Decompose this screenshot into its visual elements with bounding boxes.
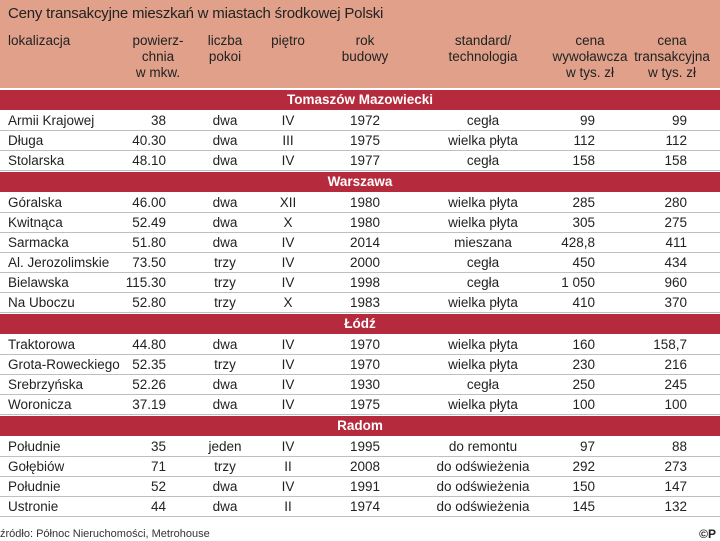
cell-transaction-price: 88 <box>671 439 687 454</box>
cell-year: 1970 <box>349 337 381 352</box>
cell-asking-price: 150 <box>572 479 595 494</box>
cell-floor: IV <box>281 479 295 494</box>
cell-floor: IV <box>281 337 295 352</box>
source-note: źródło: Północ Nieruchomości, Metrohouse <box>0 528 210 540</box>
cell-standard: cegła <box>466 113 500 128</box>
cell-year: 2000 <box>349 255 381 270</box>
cell-rooms: dwa <box>212 337 238 352</box>
cell-asking-price: 292 <box>572 459 595 474</box>
cell-floor: IV <box>281 255 295 270</box>
cell-location: Armii Krajowej <box>8 113 95 128</box>
table-row <box>0 131 720 151</box>
cell-location: Srebrzyńska <box>8 377 84 392</box>
section-header: Łódź <box>0 314 720 334</box>
cell-transaction-price: 273 <box>664 459 687 474</box>
column-header-year: rok budowy <box>341 33 389 64</box>
cell-asking-price: 145 <box>572 499 595 514</box>
cell-location: Bielawska <box>8 275 69 290</box>
cell-area: 73.50 <box>132 255 166 270</box>
cell-floor: II <box>284 459 292 474</box>
cell-transaction-price: 411 <box>665 235 687 250</box>
footer <box>0 527 720 541</box>
cell-transaction-price: 275 <box>664 215 687 230</box>
cell-year: 1977 <box>349 153 381 168</box>
cell-standard: wielka płyta <box>448 357 518 372</box>
table-row <box>0 293 720 313</box>
table-row <box>0 233 720 253</box>
cell-location: Al. Jerozolimskie <box>8 255 110 270</box>
table-row <box>0 457 720 477</box>
cell-floor: IV <box>281 439 295 454</box>
table-row <box>0 355 720 375</box>
cell-standard: mieszana <box>454 235 512 250</box>
cell-asking-price: 1 050 <box>561 275 595 290</box>
cell-asking-price: 158 <box>572 153 595 168</box>
cell-area: 44.80 <box>132 337 166 352</box>
cell-asking-price: 410 <box>572 295 595 310</box>
cell-area: 52.35 <box>132 357 166 372</box>
cell-rooms: dwa <box>212 499 238 514</box>
cell-rooms: trzy <box>214 295 236 310</box>
cell-transaction-price: 147 <box>664 479 687 494</box>
cell-location: Grota-Roweckiego <box>8 357 120 372</box>
cell-location: Sarmacka <box>8 235 69 250</box>
cell-location: Góralska <box>8 195 63 210</box>
cell-floor: XII <box>279 195 297 210</box>
cell-floor: IV <box>281 235 295 250</box>
page-title: Ceny transakcyjne mieszkań w miastach środkowej Polski <box>8 5 384 22</box>
table-row <box>0 335 720 355</box>
cell-rooms: dwa <box>212 479 238 494</box>
cell-floor: IV <box>281 357 295 372</box>
cell-rooms: trzy <box>214 275 236 290</box>
cell-area: 35 <box>150 439 166 454</box>
cell-floor: IV <box>281 397 295 412</box>
table-row <box>0 253 720 273</box>
cell-transaction-price: 216 <box>664 357 687 372</box>
cell-area: 40.30 <box>132 133 166 148</box>
cell-location: Długa <box>8 133 44 148</box>
cell-year: 1995 <box>349 439 381 454</box>
cell-standard: wielka płyta <box>448 397 518 412</box>
cell-asking-price: 305 <box>572 215 595 230</box>
column-header-asking-price: cena wywoławcza w tys. zł <box>552 33 628 80</box>
section-header: Radom <box>0 416 720 436</box>
cell-rooms: trzy <box>214 255 236 270</box>
cell-year: 2008 <box>349 459 381 474</box>
cell-year: 1980 <box>349 195 381 210</box>
cell-standard: wielka płyta <box>448 133 518 148</box>
cell-area: 52.49 <box>132 215 166 230</box>
cell-floor: IV <box>281 113 295 128</box>
cell-year: 2014 <box>349 235 381 250</box>
cell-standard: wielka płyta <box>448 295 518 310</box>
cell-location: Woronicza <box>8 397 72 412</box>
cell-area: 37.19 <box>132 397 166 412</box>
cell-asking-price: 99 <box>579 113 595 128</box>
cell-area: 46.00 <box>132 195 166 210</box>
cell-area: 52.26 <box>132 377 166 392</box>
publisher-logo: ©P <box>699 527 716 541</box>
cell-area: 71 <box>150 459 166 474</box>
cell-standard: wielka płyta <box>448 215 518 230</box>
cell-location: Kwitnąca <box>8 215 63 230</box>
column-header-location: lokalizacja <box>8 33 71 48</box>
cell-rooms: dwa <box>212 113 238 128</box>
cell-rooms: dwa <box>212 133 238 148</box>
cell-transaction-price: 112 <box>665 133 687 148</box>
cell-transaction-price: 280 <box>664 195 687 210</box>
cell-standard: wielka płyta <box>448 337 518 352</box>
cell-floor: IV <box>281 377 295 392</box>
table-row <box>0 375 720 395</box>
cell-location: Południe <box>8 479 61 494</box>
cell-asking-price: 112 <box>573 133 595 148</box>
column-header-transaction-price: cena transakcyjna w tys. zł <box>634 33 710 80</box>
cell-year: 1991 <box>349 479 381 494</box>
cell-asking-price: 97 <box>579 439 595 454</box>
cell-asking-price: 230 <box>572 357 595 372</box>
section-header: Warszawa <box>0 172 720 192</box>
cell-floor: IV <box>281 275 295 290</box>
cell-standard: do odświeżenia <box>436 459 530 474</box>
table-row <box>0 151 720 171</box>
cell-transaction-price: 245 <box>664 377 687 392</box>
column-header-rooms: liczba pokoi <box>207 33 243 64</box>
cell-asking-price: 160 <box>572 337 595 352</box>
cell-location: Południe <box>8 439 61 454</box>
table-row <box>0 395 720 415</box>
cell-transaction-price: 158,7 <box>653 337 687 352</box>
column-header-area: powierz- chnia w mkw. <box>132 33 184 80</box>
table-row <box>0 477 720 497</box>
cell-area: 44 <box>150 499 166 514</box>
cell-year: 1983 <box>349 295 381 310</box>
cell-area: 38 <box>150 113 166 128</box>
cell-rooms: dwa <box>212 215 238 230</box>
table-row <box>0 193 720 213</box>
cell-area: 52 <box>150 479 166 494</box>
cell-asking-price: 100 <box>572 397 595 412</box>
cell-location: Stolarska <box>8 153 65 168</box>
cell-floor: II <box>284 499 292 514</box>
cell-year: 1970 <box>349 357 381 372</box>
cell-transaction-price: 99 <box>671 113 687 128</box>
cell-location: Na Uboczu <box>8 295 75 310</box>
cell-rooms: dwa <box>212 377 238 392</box>
table-row <box>0 213 720 233</box>
cell-asking-price: 428,8 <box>561 235 595 250</box>
cell-standard: cegła <box>466 153 500 168</box>
cell-area: 51.80 <box>132 235 166 250</box>
table-row <box>0 437 720 457</box>
cell-year: 1930 <box>349 377 381 392</box>
cell-year: 1975 <box>349 133 381 148</box>
cell-location: Ustronie <box>8 499 59 514</box>
table-row <box>0 111 720 131</box>
column-header-standard: standard/ technologia <box>448 33 518 64</box>
cell-standard: do odświeżenia <box>436 479 530 494</box>
cell-transaction-price: 158 <box>664 153 687 168</box>
cell-rooms: dwa <box>212 195 238 210</box>
section-header: Tomaszów Mazowiecki <box>0 90 720 110</box>
cell-standard: do remontu <box>448 439 518 454</box>
cell-standard: do odświeżenia <box>436 499 530 514</box>
cell-transaction-price: 434 <box>664 255 687 270</box>
cell-asking-price: 285 <box>572 195 595 210</box>
cell-area: 52.80 <box>132 295 166 310</box>
cell-standard: wielka płyta <box>448 195 518 210</box>
cell-standard: cegła <box>466 275 500 290</box>
cell-transaction-price: 960 <box>664 275 687 290</box>
cell-floor: X <box>283 215 293 230</box>
cell-area: 115.30 <box>125 275 166 290</box>
cell-transaction-price: 100 <box>664 397 687 412</box>
cell-asking-price: 450 <box>572 255 595 270</box>
cell-area: 48.10 <box>132 153 166 168</box>
cell-asking-price: 250 <box>572 377 595 392</box>
cell-rooms: dwa <box>212 153 238 168</box>
cell-year: 1975 <box>349 397 381 412</box>
cell-rooms: dwa <box>212 397 238 412</box>
cell-year: 1974 <box>349 499 381 514</box>
cell-rooms: jeden <box>208 439 242 454</box>
cell-transaction-price: 132 <box>664 499 687 514</box>
column-header-floor: piętro <box>271 33 305 48</box>
cell-rooms: dwa <box>212 235 238 250</box>
cell-floor: X <box>283 295 293 310</box>
table-row <box>0 497 720 517</box>
cell-location: Gołębiów <box>8 459 65 474</box>
cell-floor: III <box>282 133 294 148</box>
cell-location: Traktorowa <box>8 337 76 352</box>
cell-standard: cegła <box>466 377 500 392</box>
table-row <box>0 273 720 293</box>
cell-rooms: trzy <box>214 459 236 474</box>
cell-year: 1972 <box>349 113 381 128</box>
table-header <box>0 0 720 88</box>
cell-standard: cegła <box>466 255 500 270</box>
cell-rooms: trzy <box>214 357 236 372</box>
cell-floor: IV <box>281 153 295 168</box>
cell-transaction-price: 370 <box>664 295 687 310</box>
cell-year: 1980 <box>349 215 381 230</box>
cell-year: 1998 <box>349 275 381 290</box>
